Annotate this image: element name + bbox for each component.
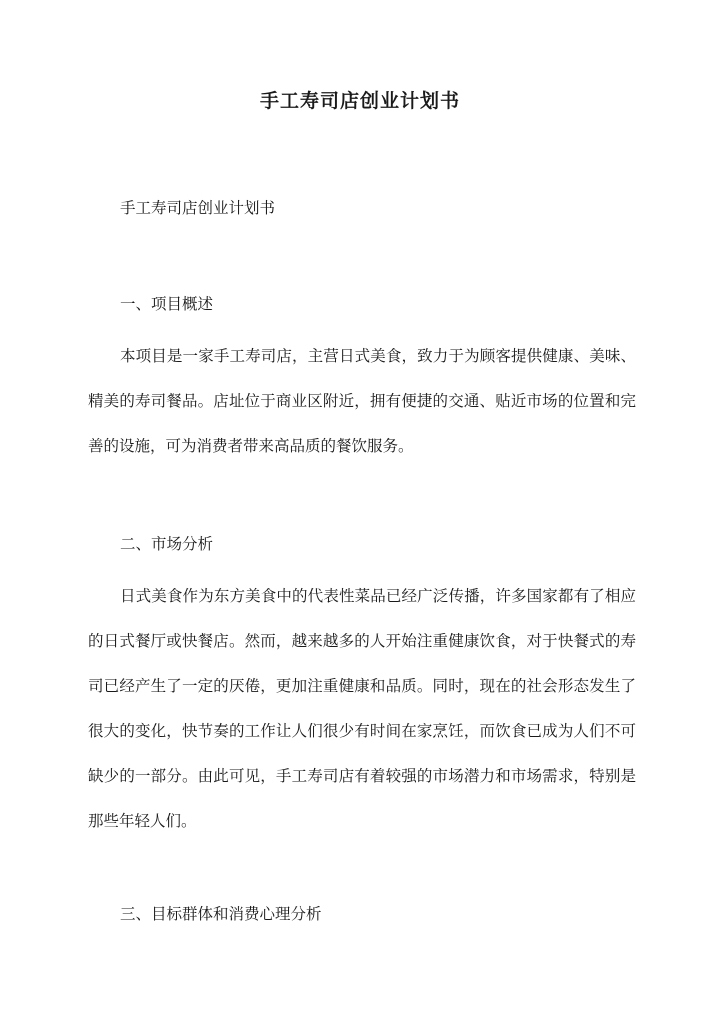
section-heading-overview: 一、项目概述: [120, 295, 214, 313]
section-heading-target: 三、目标群体和消费心理分析: [120, 905, 322, 923]
section-paragraph-overview: 本项目是一家手工寿司店，主营日式美食，致力于为顾客提供健康、美味、精美的寿司餐品。店址位于商业区附近，拥有便捷的交通、贴近市场的位置和完善的设施，可为消费者带来高品质的餐饮服务。: [88, 347, 636, 455]
document-subtitle: 手工寿司店创业计划书: [120, 199, 276, 217]
section-heading-market: 二、市场分析: [120, 535, 214, 553]
section-paragraph-market: 日式美食作为东方美食中的代表性菜品已经广泛传播，许多国家都有了相应的日式餐厅或快餐店。然而，越来越多的人开始注重健康饮食，对于快餐式的寿司已经产生了一定的厌倦，更加注重健康和品质。同时，现在的社会形态发生了很大的变化，快节奏的工作让人们很少有时间在家烹饪，而饮食已成为人们不可缺少的一部分。由此可见，手工寿司店有着较强的市场潜力和市场需求，特别是那些年轻人们。: [88, 587, 636, 830]
document-title: 手工寿司店创业计划书: [259, 90, 460, 112]
